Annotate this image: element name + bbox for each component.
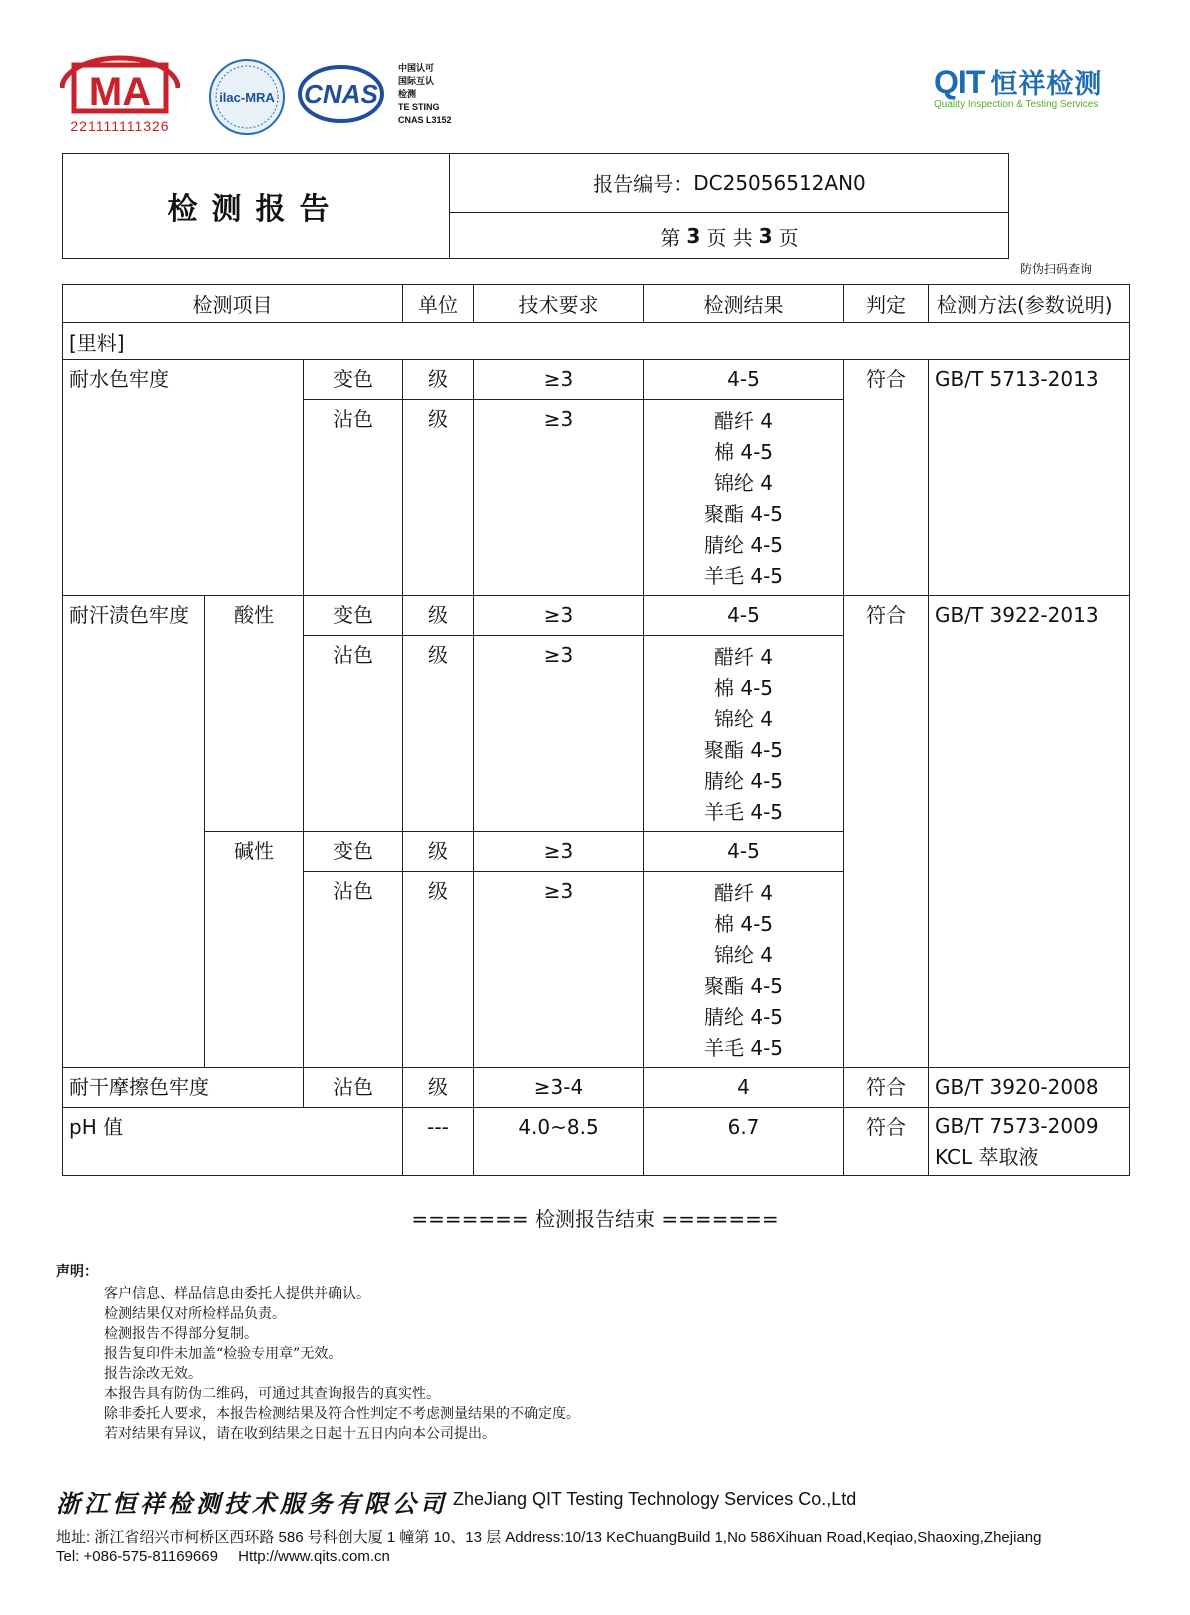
- website-link[interactable]: Http://www.qits.com.cn: [238, 1548, 390, 1565]
- report-title: 检测报告: [167, 192, 344, 227]
- page-suffix: 页: [778, 225, 799, 250]
- cnas-line: TE STING: [398, 102, 440, 112]
- sub-item: 沾色: [333, 879, 373, 903]
- cnas-text: CNAS: [304, 79, 378, 109]
- company-name-en: ZheJiang QIT Testing Technology Services Co.,Ltd: [453, 1489, 857, 1509]
- requirement: ≥3: [543, 643, 574, 667]
- unit: 级: [428, 407, 448, 431]
- result-line: 羊毛 4-5: [703, 1036, 784, 1060]
- cma-text: MA: [88, 70, 152, 114]
- declaration-title: 声明：: [56, 1264, 98, 1280]
- col-header: 单位: [403, 285, 474, 323]
- verdict: 符合: [866, 603, 906, 627]
- result-line: 锦纶 4: [713, 943, 774, 967]
- item-name: 耐水色牢度: [69, 367, 169, 391]
- company-name-cn: 浙江恒祥检测技术服务有限公司: [56, 1489, 448, 1518]
- anti-fake-qr-label: 防伪扫码查询: [1020, 262, 1093, 276]
- col-header: 检测结果: [644, 285, 844, 323]
- results-table: [62, 284, 1130, 1176]
- col-header: 检测方法(参数说明): [929, 285, 1130, 323]
- unit: 级: [428, 1075, 448, 1099]
- unit: 级: [428, 603, 448, 627]
- declaration: [56, 1262, 580, 1444]
- qit-brand: QIT: [934, 64, 985, 100]
- sub-item: 变色: [333, 367, 373, 391]
- verdict: 符合: [866, 367, 906, 391]
- result-line: 羊毛 4-5: [703, 564, 784, 588]
- company-address: 地址: 浙江省绍兴市柯桥区西环路 586 号科创大厦 1 幢第 10、13 层 Address:10/13 KeChuangBuild 1,No 586Xihuan Road,Keqiao,Shaoxing,Zhejiang: [56, 1529, 1042, 1546]
- cma-number: 221111111326: [70, 118, 170, 134]
- result-line: 腈纶 4-5: [703, 1005, 784, 1029]
- report-number: [450, 153, 1009, 212]
- result-line: 醋纤 4: [713, 409, 774, 433]
- method: GB/T 3920-2008: [935, 1075, 1099, 1099]
- requirement: 4.0~8.5: [518, 1115, 599, 1139]
- unit: ---: [427, 1115, 449, 1139]
- sub-item: 沾色: [333, 1075, 373, 1099]
- method: GB/T 5713-2013: [935, 367, 1099, 391]
- result-line: 锦纶 4: [713, 707, 774, 731]
- item-name: pH 值: [69, 1115, 124, 1139]
- result: 4-5: [727, 367, 760, 391]
- page-mid: 页 共: [706, 225, 753, 250]
- list-item: 报告涂改无效。: [104, 1366, 202, 1382]
- report-number-value: DC25056512AN0: [693, 170, 866, 195]
- verdict: 符合: [866, 1115, 906, 1139]
- list-item: 报告复印件未加盖“检验专用章”无效。: [104, 1346, 343, 1362]
- list-item: 本报告具有防伪二维码，可通过其查询报告的真实性。: [104, 1386, 440, 1402]
- requirement: ≥3-4: [533, 1075, 584, 1099]
- unit: 级: [428, 367, 448, 391]
- result-list: [644, 400, 843, 592]
- cnas-line: CNAS L3152: [398, 115, 452, 125]
- result-line: 锦纶 4: [713, 471, 774, 495]
- table-row: [63, 1068, 1130, 1108]
- cnas-logo: [298, 64, 384, 124]
- list-item: 若对结果有异议，请在收到结果之日起十五日内向本公司提出。: [104, 1426, 496, 1442]
- result-line: 醋纤 4: [713, 645, 774, 669]
- list-item: 除非委托人要求，本报告检测结果及符合性判定不考虑测量结果的不确定度。: [104, 1406, 580, 1422]
- result: 6.7: [727, 1115, 760, 1139]
- result-line: 棉 4-5: [713, 676, 774, 700]
- telephone: Tel: +086-575-81169669: [56, 1548, 218, 1565]
- verdict: 符合: [866, 1075, 906, 1099]
- list-item: 客户信息、样品信息由委托人提供并确认。: [104, 1286, 370, 1302]
- sub-group: 碱性: [234, 839, 274, 863]
- section-row: [63, 323, 1130, 360]
- method-note: KCL 萃取液: [935, 1145, 1039, 1169]
- sub-group: 酸性: [234, 603, 274, 627]
- method: [935, 1108, 1129, 1173]
- ilac-text: ilac-MRA: [219, 90, 275, 105]
- cnas-line: 中国认可: [398, 63, 435, 73]
- result-line: 棉 4-5: [713, 440, 774, 464]
- sub-item: 变色: [333, 603, 373, 627]
- item-name: 耐汗渍色牢度: [69, 603, 189, 627]
- requirement: ≥3: [543, 839, 574, 863]
- requirement: ≥3: [543, 603, 574, 627]
- ilac-mra-logo: [208, 58, 286, 136]
- method-code: GB/T 7573-2009: [935, 1114, 1099, 1138]
- result-line: 聚酯 4-5: [703, 974, 784, 998]
- page-prefix: 第: [660, 225, 681, 250]
- unit: 级: [428, 839, 448, 863]
- requirement: ≥3: [543, 407, 574, 431]
- page-current: 3: [686, 224, 701, 248]
- col-header: 判定: [844, 285, 929, 323]
- page-total: 3: [758, 224, 773, 248]
- qit-logo: [934, 62, 1124, 110]
- result: 4-5: [727, 839, 760, 863]
- contact-line: [56, 1548, 406, 1565]
- col-header: 检测项目: [63, 285, 403, 323]
- table-row: [63, 596, 1130, 636]
- table-header-row: [63, 285, 1130, 323]
- table-row: [63, 360, 1130, 400]
- item-name: 耐干摩擦色牢度: [69, 1075, 209, 1099]
- cnas-line: 检测: [398, 89, 417, 99]
- requirement: ≥3: [543, 879, 574, 903]
- report-number-label: 报告编号：: [593, 172, 694, 196]
- result-line: 腈纶 4-5: [703, 533, 784, 557]
- col-header: 技术要求: [474, 285, 644, 323]
- cnas-caption: [398, 62, 452, 127]
- requirement: ≥3: [543, 367, 574, 391]
- result-list: [644, 872, 843, 1064]
- unit: 级: [428, 879, 448, 903]
- unit: 级: [428, 643, 448, 667]
- sub-item: 沾色: [333, 407, 373, 431]
- result-list: [644, 636, 843, 828]
- result-line: 棉 4-5: [713, 912, 774, 936]
- result-line: 聚酯 4-5: [703, 738, 784, 762]
- result: 4: [737, 1075, 750, 1099]
- list-item: 检测报告不得部分复制。: [104, 1326, 258, 1342]
- cnas-line: 国际互认: [398, 76, 435, 86]
- result-line: 腈纶 4-5: [703, 769, 784, 793]
- sub-item: 变色: [333, 839, 373, 863]
- qit-subtitle: Quality Inspection & Testing Services: [934, 99, 1099, 110]
- report-end-marker: ======= 检测报告结束 =======: [411, 1207, 779, 1231]
- result: 4-5: [727, 603, 760, 627]
- result-line: 聚酯 4-5: [703, 502, 784, 526]
- page-indicator: [450, 213, 1009, 259]
- list-item: 检测结果仅对所检样品负责。: [104, 1306, 286, 1322]
- declaration-list: [104, 1284, 580, 1444]
- sub-item: 沾色: [333, 643, 373, 667]
- method: GB/T 3922-2013: [935, 603, 1099, 627]
- section-label: [里料]: [63, 323, 1130, 360]
- qit-brand-cn: 恒祥检测: [990, 69, 1103, 99]
- result-line: 羊毛 4-5: [703, 800, 784, 824]
- result-line: 醋纤 4: [713, 881, 774, 905]
- table-row: [63, 1108, 1130, 1176]
